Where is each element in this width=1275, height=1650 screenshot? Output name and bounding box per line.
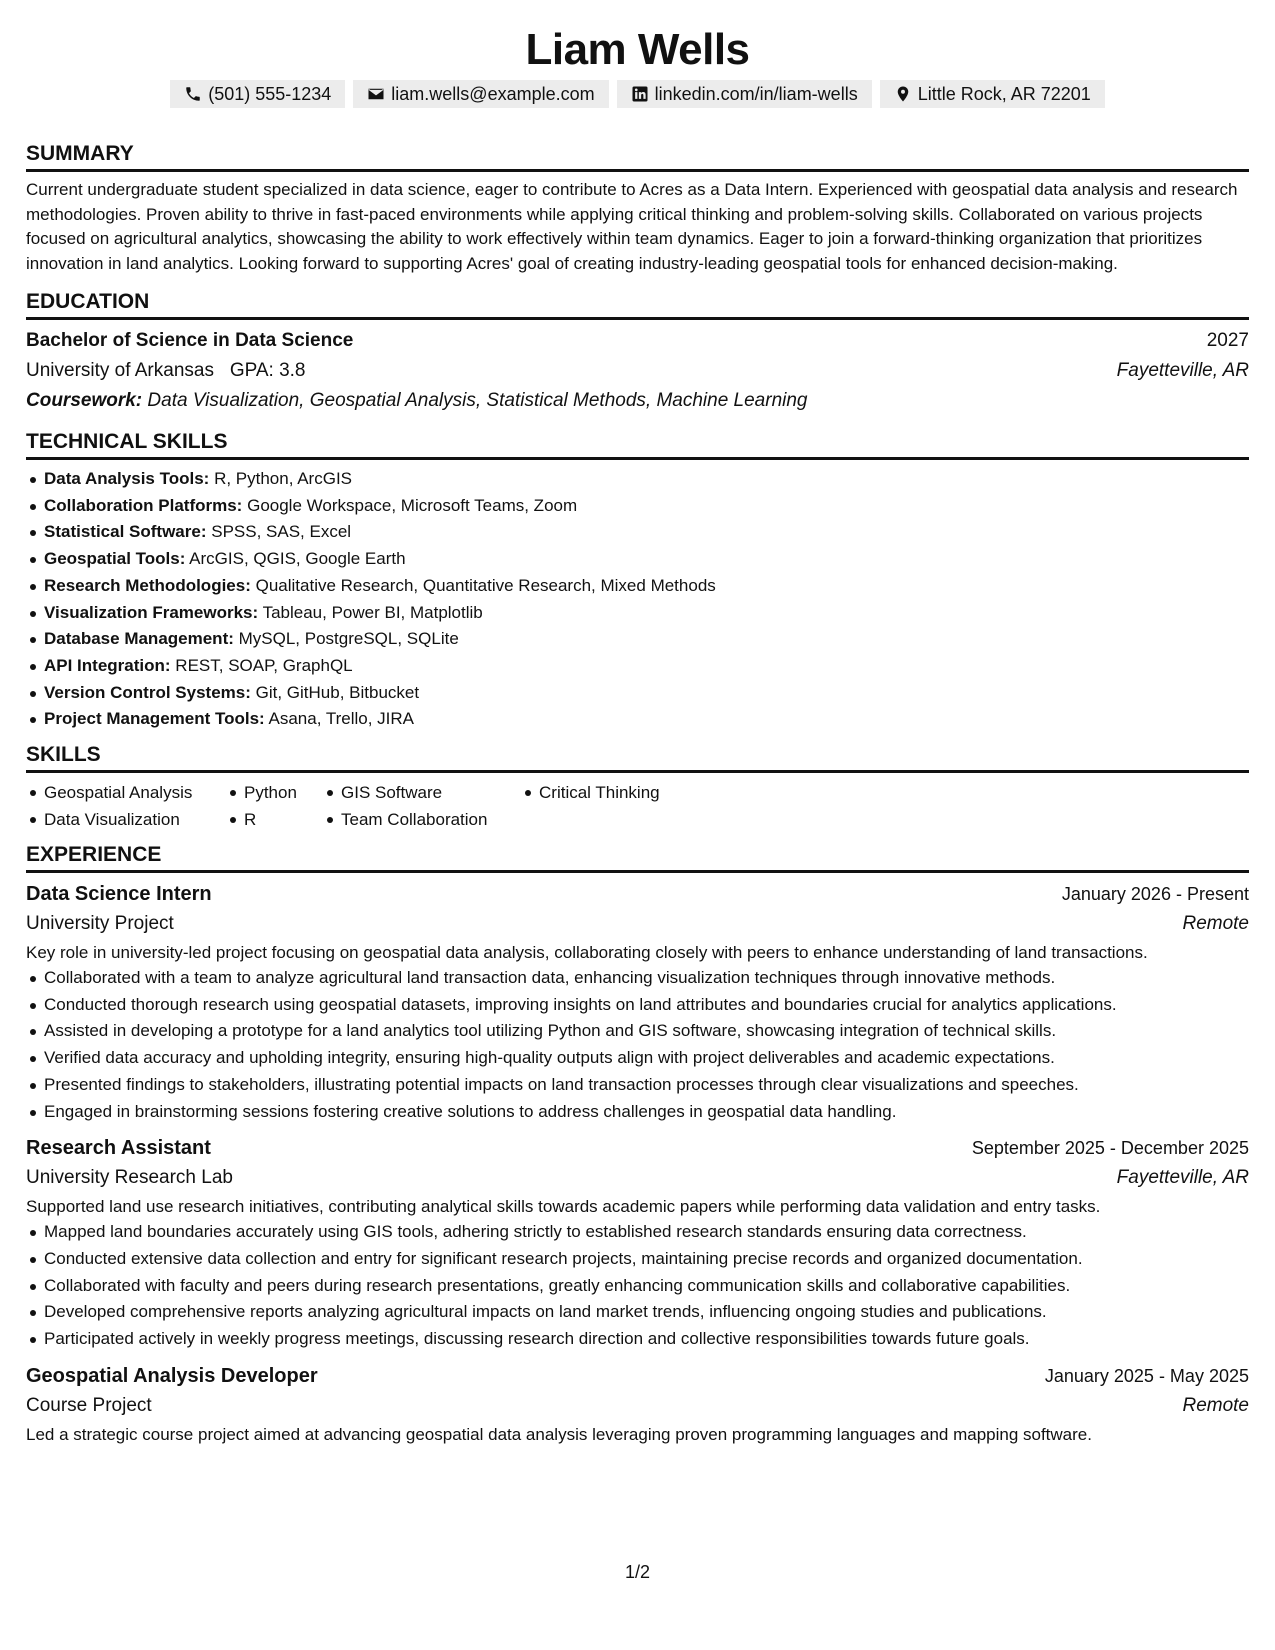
- job-location: Remote: [1182, 1394, 1249, 1416]
- list-item: R: [226, 806, 323, 833]
- summary-text: Current undergraduate student specialized in data science, eager to contribute to Acres as a Data Intern. Experienced with geospatial data analysis and research methodologies. Proven ability to thrive in fast-paced environments while applying critical thinking and problem-solving skills. Collaborated on various projects focused on agricultural analytics, showcasing the ability to work effectively within team dynamics. Eager to join a forward-thinking organization that prioritizes innovation in land analytics. Looking forward to supporting Acres' goal of creating industry-leading geospatial tools for enhanced decision-making.: [26, 180, 1238, 273]
- list-item: Verified data accuracy and upholding integrity, ensuring high-quality outputs align with project deliverables and academic expectations.: [26, 1045, 1249, 1072]
- gpa: GPA: 3.8: [229, 360, 306, 381]
- skill-label: Project Management Tools:: [44, 709, 265, 729]
- job-org-row: [26, 1163, 1249, 1193]
- list-item: [26, 573, 1249, 600]
- job-org: University Project: [26, 913, 174, 935]
- job-description: Key role in university-led project focusing on geospatial data analysis, collaborating closely with peers to enhance understanding of land transactions.: [26, 943, 1148, 963]
- experience-section: [26, 843, 1249, 1447]
- contact-phone: [170, 80, 345, 108]
- job-title: Geospatial Analysis Developer: [26, 1364, 318, 1387]
- list-item: Participated actively in weekly progress meetings, discussing research direction and collective responsibilities towards future goals.: [26, 1326, 1249, 1353]
- linkedin-icon: [631, 85, 649, 103]
- skill-value: Git, GitHub, Bitbucket: [255, 682, 420, 702]
- section-title-skills: SKILLS: [26, 743, 1249, 773]
- skill-value: R, Python, ArcGIS: [214, 469, 353, 488]
- list-item: [26, 519, 1249, 546]
- list-item: [26, 466, 1249, 493]
- job-description: Supported land use research initiatives, contributing analytical skills towards academic papers while performing data validation and entry tasks.: [26, 1197, 1101, 1217]
- list-item: Collaborated with faculty and peers during research presentations, greatly enhancing communication skills and collaborative capabilities.: [26, 1273, 1249, 1300]
- job-dates: January 2025 - May 2025: [1044, 1365, 1249, 1386]
- job-header-row: [26, 879, 1249, 909]
- map-pin-icon: [894, 85, 912, 103]
- location-text: Little Rock, AR 72201: [917, 84, 1091, 104]
- list-item: [26, 626, 1249, 653]
- education-header-row: [26, 326, 1249, 356]
- list-item: [26, 706, 1249, 733]
- list-item: Conducted extensive data collection and entry for significant research projects, maintaining precise records and organized documentation.: [26, 1246, 1249, 1273]
- skill-value: MySQL, PostgreSQL, SQLite: [238, 629, 459, 649]
- skill-label: Statistical Software:: [44, 522, 207, 542]
- summary-section: [26, 142, 1249, 276]
- linkedin-text: linkedin.com/in/liam-wells: [654, 84, 858, 104]
- list-item: [26, 680, 1249, 707]
- section-title-experience: EXPERIENCE: [26, 843, 1249, 873]
- school-info: [26, 356, 306, 386]
- contact-email[interactable]: [353, 80, 608, 108]
- section-title-technical-skills: TECHNICAL SKILLS: [26, 430, 1249, 460]
- job-description: Led a strategic course project aimed at advancing geospatial data analysis leveraging proven programming languages and mapping software.: [26, 1424, 1092, 1444]
- job-bullets: [26, 1219, 1249, 1353]
- degree: Bachelor of Science in Data Science: [26, 330, 354, 351]
- job-entry: [26, 1361, 1249, 1447]
- job-bullets: [26, 965, 1249, 1125]
- job-org: University Research Lab: [26, 1167, 233, 1189]
- resume-page: [26, 0, 1249, 1447]
- job-entry: [26, 1133, 1249, 1353]
- list-item: Team Collaboration: [323, 806, 521, 833]
- education-school-row: [26, 356, 1249, 386]
- job-dates: September 2025 - December 2025: [971, 1138, 1249, 1159]
- list-item: GIS Software: [323, 779, 521, 806]
- skill-value: Google Workspace, Microsoft Teams, Zoom: [247, 495, 578, 515]
- education-section: [26, 290, 1249, 416]
- skill-label: Research Methodologies:: [44, 575, 251, 595]
- list-item: Data Visualization: [26, 806, 226, 833]
- graduation-year: 2027: [1206, 330, 1249, 351]
- job-header-row: [26, 1361, 1249, 1391]
- school-location: Fayetteville, AR: [1116, 360, 1249, 381]
- technical-skills-section: [26, 430, 1249, 733]
- skill-label: Database Management:: [44, 629, 234, 649]
- skill-value: Tableau, Power BI, Matplotlib: [262, 602, 483, 622]
- list-item: Presented findings to stakeholders, illustrating potential impacts on land transaction processes through clear visualizations and speeches.: [26, 1072, 1249, 1099]
- list-item: Conducted thorough research using geospatial datasets, improving insights on land attributes and boundaries crucial for analytics applications.: [26, 992, 1249, 1019]
- skill-value: ArcGIS, QGIS, Google Earth: [189, 549, 406, 569]
- list-item: [26, 493, 1249, 520]
- list-item: [26, 546, 1249, 573]
- skill-label: API Integration:: [44, 655, 171, 675]
- contact-location: [880, 80, 1105, 108]
- contact-bar: [26, 80, 1249, 110]
- skills-column: [521, 779, 721, 833]
- skill-label: Collaboration Platforms:: [44, 495, 243, 515]
- section-title-education: EDUCATION: [26, 290, 1249, 320]
- skills-column: [226, 779, 323, 833]
- page-number: 1/2: [624, 1562, 651, 1582]
- phone-text: (501) 555-1234: [208, 84, 332, 104]
- skill-label: Data Analysis Tools:: [44, 469, 210, 488]
- envelope-icon: [367, 85, 385, 103]
- candidate-name: Liam Wells: [525, 25, 750, 74]
- job-title: Data Science Intern: [26, 883, 212, 906]
- skills-column: [323, 779, 521, 833]
- skill-value: Asana, Trello, JIRA: [268, 709, 415, 729]
- coursework: [26, 386, 1249, 416]
- list-item: [26, 653, 1249, 680]
- job-location: Remote: [1182, 913, 1249, 935]
- email-text: liam.wells@example.com: [391, 84, 595, 104]
- coursework-list: Data Visualization, Geospatial Analysis, Statistical Methods, Machine Learning: [147, 390, 808, 411]
- skills-column: [26, 779, 226, 833]
- list-item: Assisted in developing a prototype for a land analytics tool utilizing Python and GIS software, showcasing integration of technical skills.: [26, 1018, 1249, 1045]
- list-item: Critical Thinking: [521, 779, 721, 806]
- job-location: Fayetteville, AR: [1116, 1167, 1249, 1189]
- list-item: Engaged in brainstorming sessions fostering creative solutions to address challenges in geospatial data handling.: [26, 1099, 1249, 1126]
- phone-icon: [184, 85, 202, 103]
- list-item: Collaborated with a team to analyze agricultural land transaction data, enhancing visualization techniques through innovative methods.: [26, 965, 1249, 992]
- list-item: Mapped land boundaries accurately using GIS tools, adhering strictly to established research standards ensuring data correctness.: [26, 1219, 1249, 1246]
- job-dates: January 2026 - Present: [1061, 884, 1249, 905]
- technical-skills-list: [26, 466, 1249, 733]
- coursework-label: Coursework:: [26, 390, 143, 411]
- skills-section: [26, 743, 1249, 833]
- list-item: Geospatial Analysis: [26, 779, 226, 806]
- job-entry: [26, 879, 1249, 1125]
- school-name: University of Arkansas: [26, 360, 214, 381]
- skill-value: SPSS, SAS, Excel: [211, 522, 352, 542]
- job-org-row: [26, 909, 1249, 939]
- job-header-row: [26, 1133, 1249, 1163]
- list-item: [26, 600, 1249, 627]
- skill-value: Qualitative Research, Quantitative Research, Mixed Methods: [255, 575, 716, 595]
- list-item: Developed comprehensive reports analyzing agricultural impacts on land market trends, influencing ongoing studies and publications.: [26, 1299, 1249, 1326]
- skill-label: Visualization Frameworks:: [44, 602, 259, 622]
- list-item: Python: [226, 779, 323, 806]
- skill-value: REST, SOAP, GraphQL: [175, 655, 353, 675]
- skills-grid: [26, 779, 1249, 833]
- contact-linkedin[interactable]: [617, 80, 872, 108]
- skill-label: Version Control Systems:: [44, 682, 251, 702]
- job-org: Course Project: [26, 1394, 152, 1416]
- skill-label: Geospatial Tools:: [44, 549, 186, 569]
- section-title-summary: SUMMARY: [26, 142, 1249, 172]
- job-org-row: [26, 1391, 1249, 1421]
- job-title: Research Assistant: [26, 1137, 211, 1160]
